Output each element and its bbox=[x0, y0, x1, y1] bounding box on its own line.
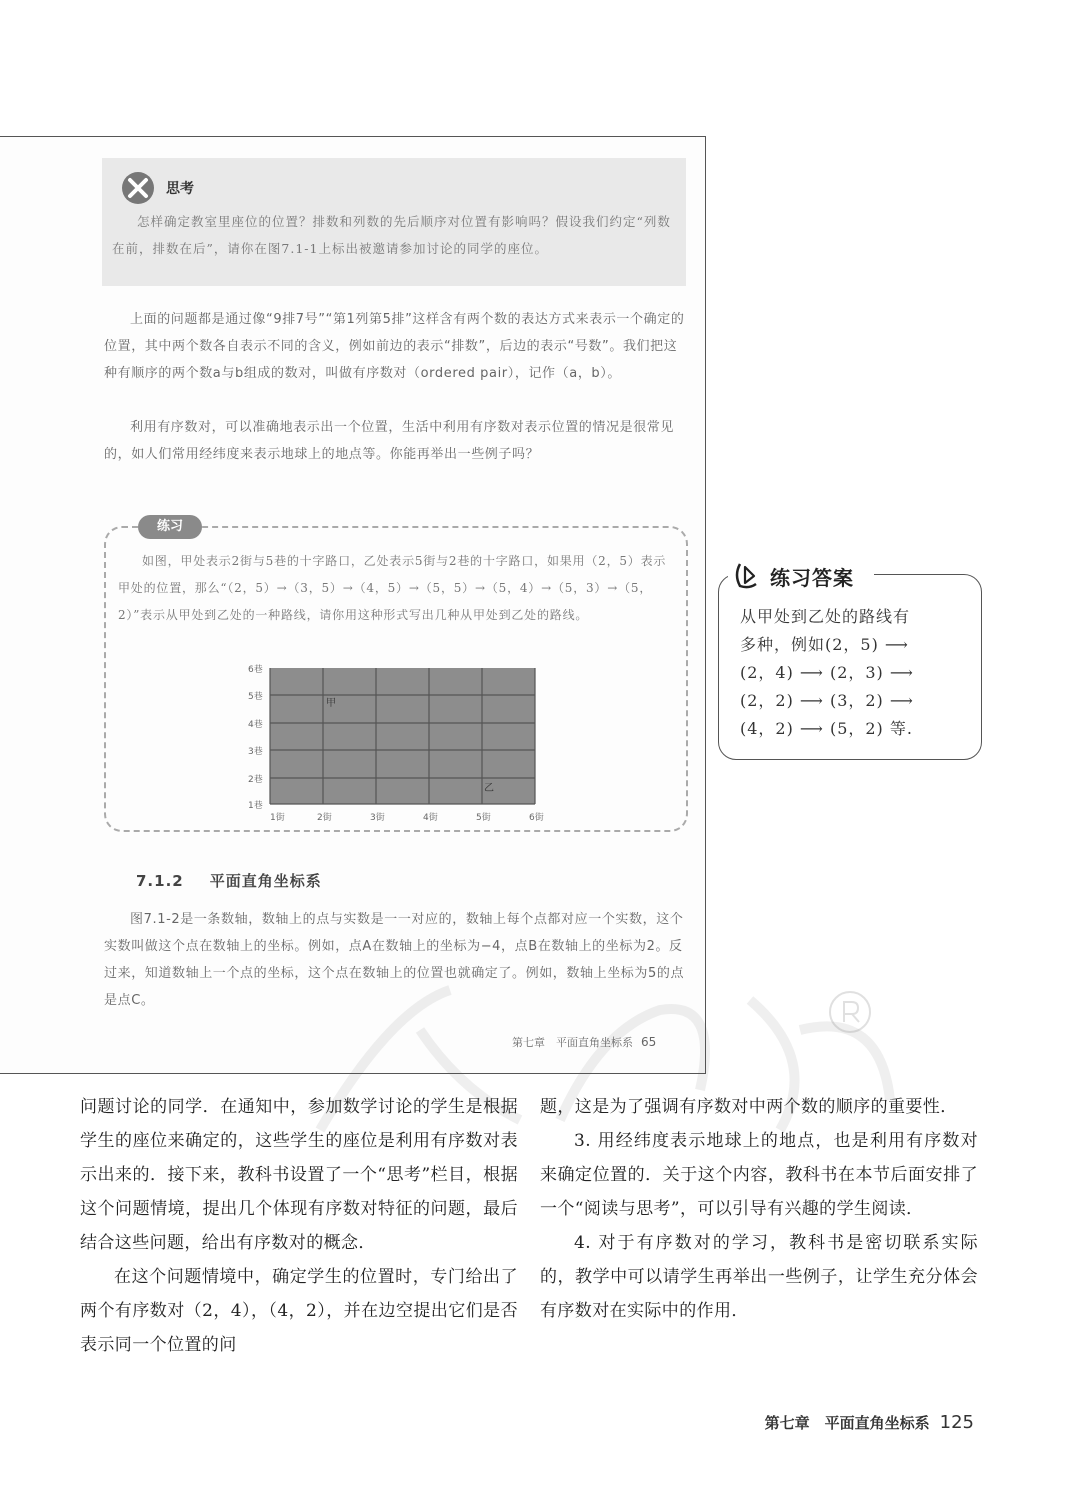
commentary-left-paragraph-1: 问题讨论的同学．在通知中，参加数学讨论的学生是根据学生的座位来确定的，这些学生的座位是利用有序数对表示出来的．接下来，教科书设置了一个“思考”栏目，根据这个问题情境，提出几个体现有序数对特征的问题，最后结合这些问题，给出有序数对的概念． bbox=[80, 1097, 518, 1253]
x-label-2: 2街 bbox=[317, 813, 332, 823]
commentary-left-paragraph-2: 在这个问题情境中，确定学生的位置时，专门给出了两个有序数对（2，4），（4，2），并在边空提出它们是否表示同一个位置的问 bbox=[80, 1267, 518, 1355]
answer-line-1: 从甲处到乙处的路线有 bbox=[740, 607, 911, 626]
answer-title: 练习答案 bbox=[770, 566, 854, 590]
y-label-1: 1巷 bbox=[248, 801, 263, 811]
answer-line-2: 多种，例如(2，5) ⟶ bbox=[740, 635, 909, 654]
answer-line-3: (2，4) ⟶ (2，3) ⟶ bbox=[740, 663, 914, 682]
section-number: 7.1.2 bbox=[136, 872, 184, 890]
commentary-left-column bbox=[80, 1090, 518, 1362]
answer-line-4: (2，2) ⟶ (3，2) ⟶ bbox=[740, 691, 914, 710]
y-label-5: 5巷 bbox=[248, 692, 263, 702]
commentary-right-paragraph-3: 4. 对于有序数对的学习，教科书是密切联系实际的，教学中可以请学生再举出一些例子，让学生充分体会有序数对在实际中的作用． bbox=[540, 1233, 978, 1321]
textbook-footer-chapter: 第七章 平面直角坐标系 bbox=[512, 1036, 633, 1049]
answer-line-5: (4，2) ⟶ (5，2) 等. bbox=[740, 719, 913, 738]
y-label-4: 4巷 bbox=[248, 720, 263, 730]
x-label-4: 4街 bbox=[423, 813, 438, 823]
x-label-6: 6街 bbox=[529, 813, 544, 823]
y-label-2: 2巷 bbox=[248, 775, 263, 785]
commentary-right-paragraph-1: 题，这是为了强调有序数对中两个数的顺序的重要性． bbox=[540, 1097, 958, 1117]
section-title: 平面直角坐标系 bbox=[209, 872, 322, 890]
grid-background bbox=[270, 668, 535, 804]
page-footer bbox=[765, 1412, 974, 1433]
exercise-tag: 练习 bbox=[138, 515, 202, 539]
textbook-footer-page: 65 bbox=[641, 1035, 657, 1049]
x-label-1: 1街 bbox=[270, 813, 285, 823]
exercise-text: 如图，甲处表示2街与5巷的十字路口，乙处表示5街与2巷的十字路口，如果用（2，5）表示甲处的位置，那么“（2，5）→（3，5）→（4，5）→（5，5）→（5，4）→（5，3）→（5，2）”表示从甲处到乙处的一种路线，请你用这种形式写出几种从甲处到乙处的路线。 bbox=[118, 554, 667, 622]
think-text: 怎样确定教室里座位的位置？排数和列数的先后顺序对位置有影响吗？假设我们约定“列数在前，排数在后”，请你在图7.1-1上标出被邀请参加讨论的同学的座位。 bbox=[112, 214, 671, 256]
point-b-label: 乙 bbox=[484, 783, 494, 794]
answer-icon bbox=[732, 560, 766, 590]
think-title: 思考 bbox=[166, 181, 194, 197]
section-heading bbox=[136, 870, 322, 891]
point-a-label: 甲 bbox=[326, 698, 336, 709]
x-label-3: 3街 bbox=[370, 813, 385, 823]
y-label-6: 6巷 bbox=[248, 665, 263, 675]
street-grid-figure bbox=[240, 660, 550, 826]
think-icon bbox=[120, 170, 156, 206]
textbook-paragraph-1: 上面的问题都是通过像“9排7号”“第1列第5排”这样含有两个数的表达方式来表示一个确定的位置，其中两个数各自表示不同的含义，例如前边的表示“排数”，后边的表示“号数”。我们把这种有顺序的两个数a与b组成的数对，叫做有序数对（ordered pair），记作（a，b）。 bbox=[104, 312, 685, 381]
footer-chapter: 第七章 平面直角坐标系 bbox=[764, 1414, 930, 1432]
commentary-right-paragraph-2: 3. 用经纬度表示地球上的地点，也是利用有序数对来确定位置的．关于这个内容，教科书在本节后面安排了一个“阅读与思考”，可以引导有兴趣的学生阅读． bbox=[540, 1131, 978, 1219]
registered-mark bbox=[826, 988, 874, 1036]
commentary-right-column bbox=[540, 1090, 978, 1328]
page-number: 125 bbox=[939, 1412, 974, 1433]
x-label-5: 5街 bbox=[476, 813, 491, 823]
textbook-paragraph-3: 图7.1-2是一条数轴，数轴上的点与实数是一一对应的，数轴上每个点都对应一个实数，这个实数叫做这个点在数轴上的坐标。例如，点A在数轴上的坐标为−4，点B在数轴上的坐标为2。反过来，知道数轴上一个点的坐标，这个点在数轴上的位置也就确定了。例如，数轴上坐标为5的点是点C。 bbox=[104, 912, 685, 1008]
y-label-3: 3巷 bbox=[248, 747, 263, 757]
textbook-paragraph-2: 利用有序数对，可以准确地表示出一个位置，生活中利用有序数对表示位置的情况是很常见的，如人们常用经纬度来表示地球上的地点等。你能再举出一些例子吗？ bbox=[104, 420, 675, 462]
